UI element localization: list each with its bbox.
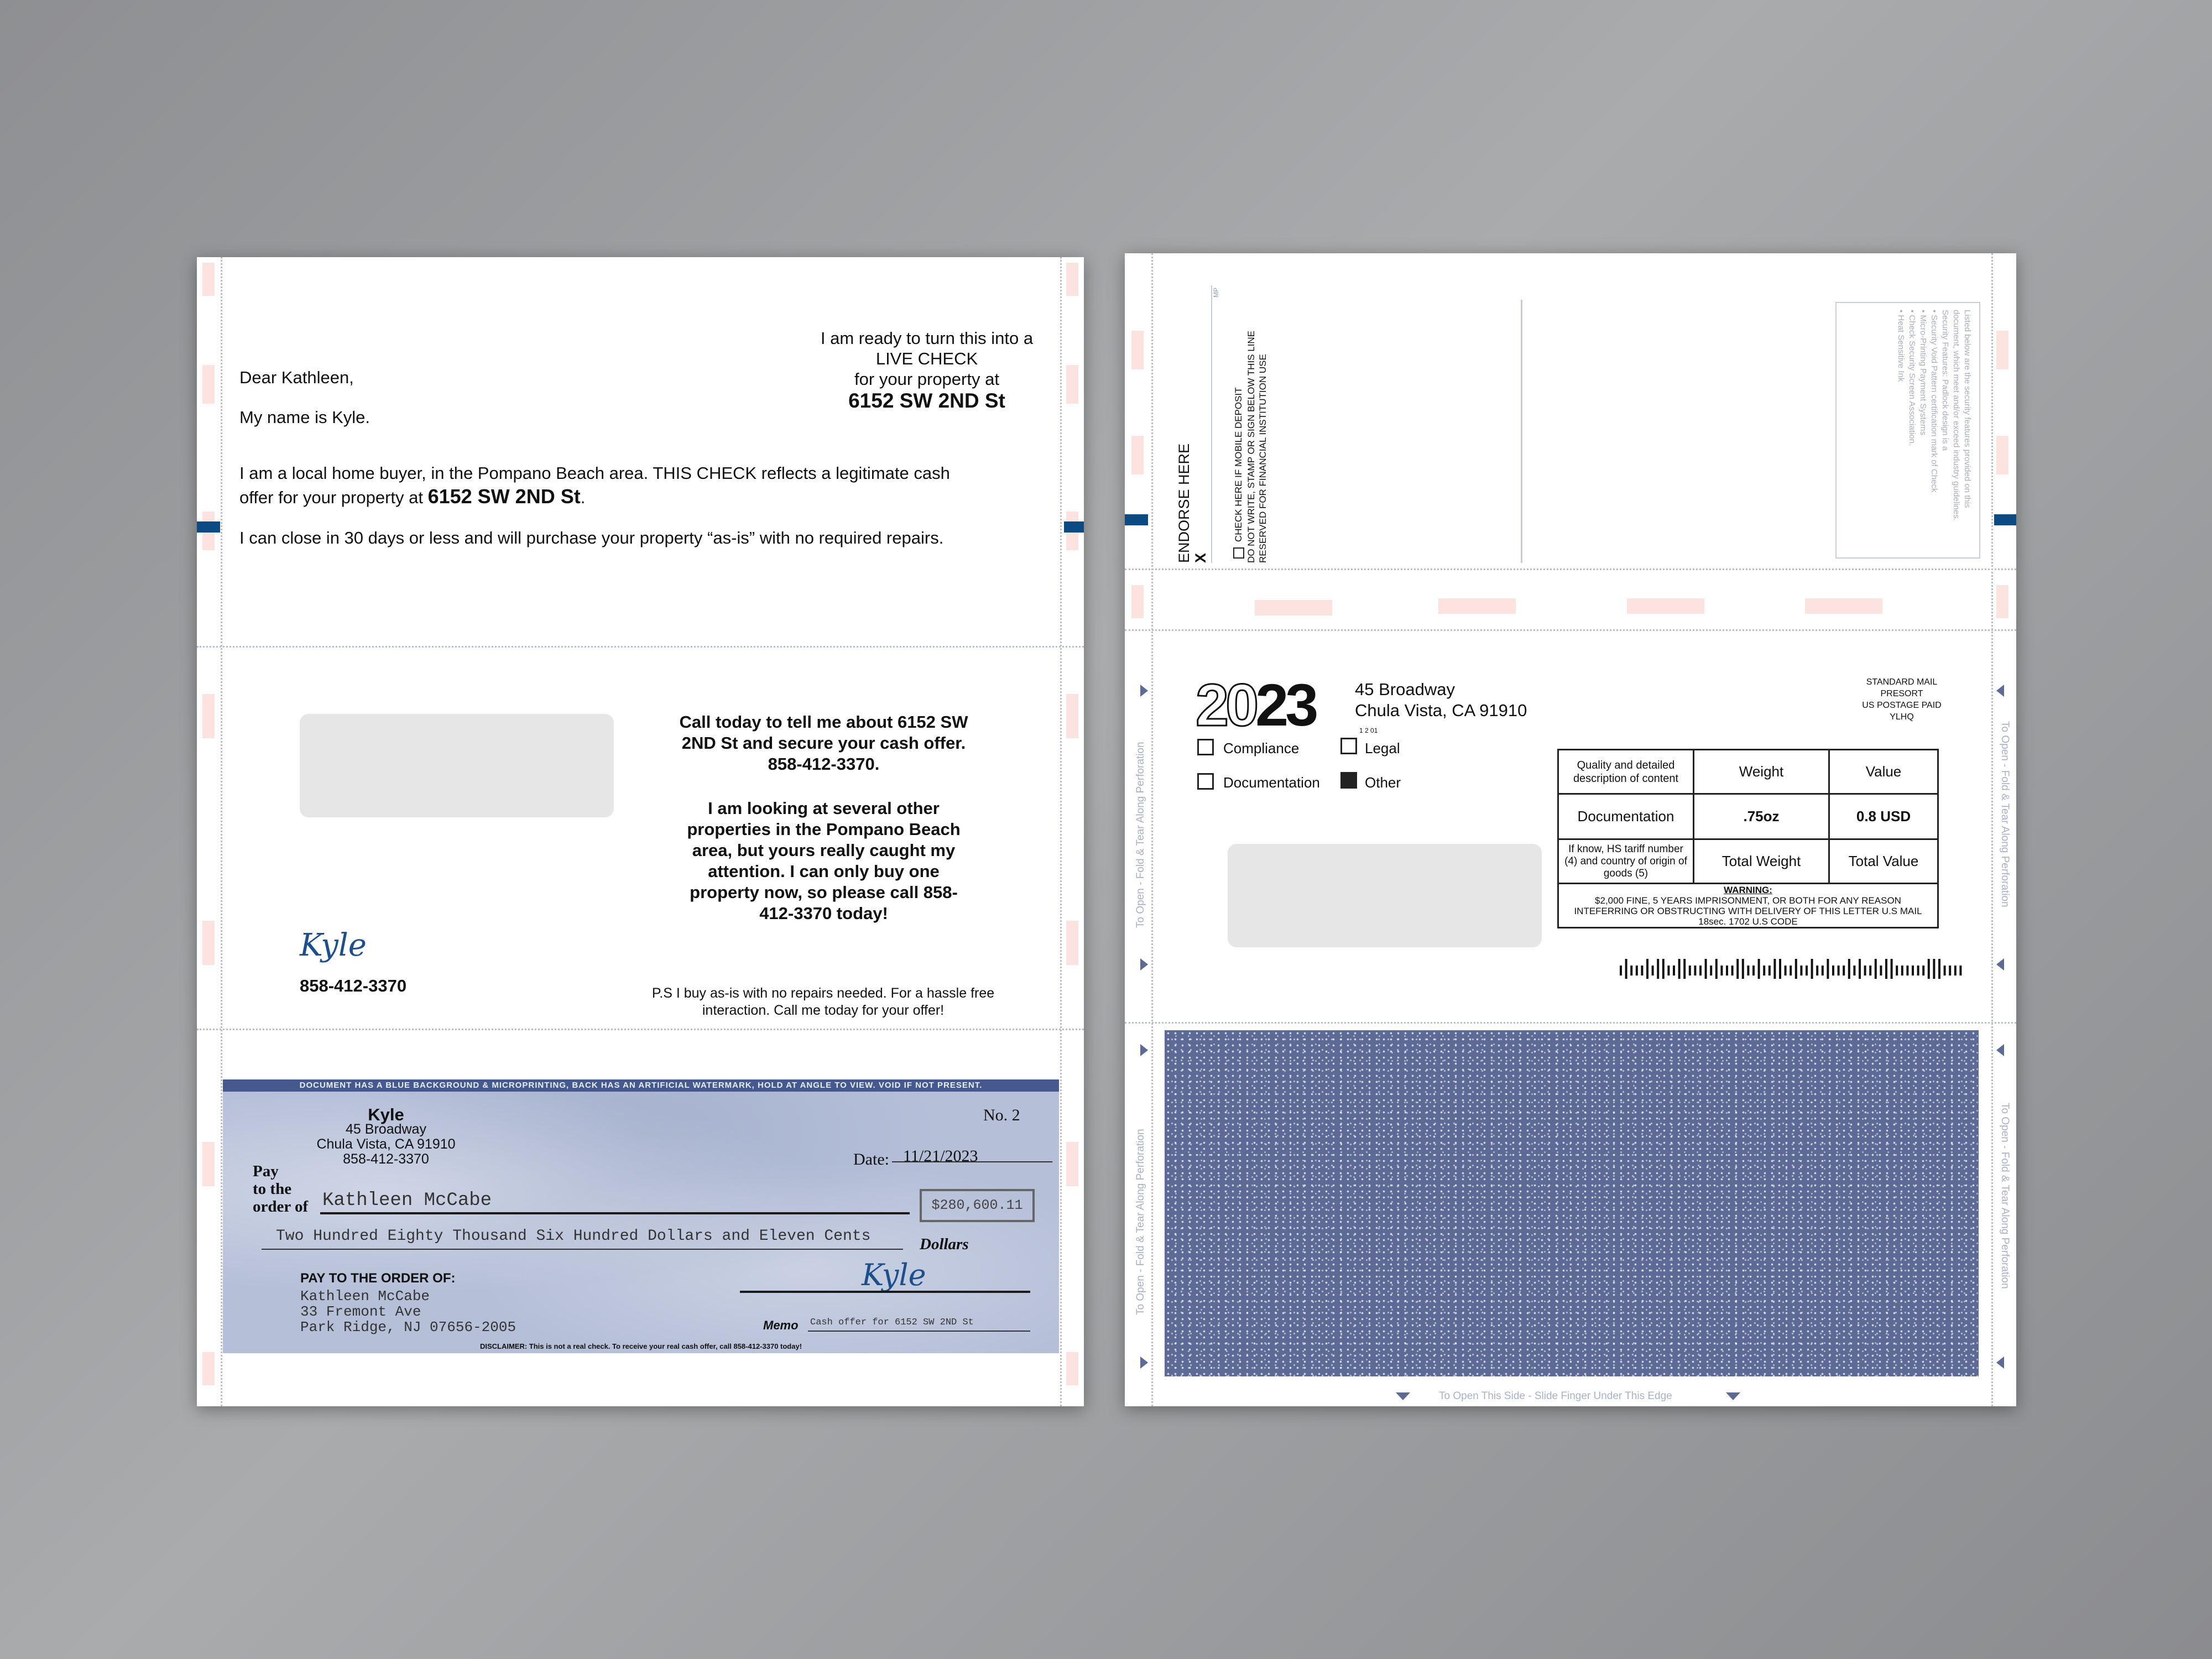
customs-cell: If know, HS tariff number (4) and country of origin of goods (5) [1558,839,1694,884]
tear-instruction: To Open - Fold & Tear Along Perforation [1135,742,1146,928]
customs-cell: Total Weight [1694,839,1829,884]
customs-cell: Quality and detailed description of content [1558,750,1694,794]
salutation: Dear Kathleen, [239,368,354,387]
endorse-x: X [1192,552,1209,563]
endorse-line [1211,285,1212,563]
other-label: Other [1365,774,1401,791]
barcode-bar [1720,966,1723,975]
registration-mark [1064,521,1084,533]
compliance-label: Compliance [1223,740,1300,757]
notice-line: for your property at [854,369,999,389]
mobile-deposit-checkbox[interactable] [1233,547,1244,559]
barcode-bar [1933,959,1935,979]
barcode-bar [1641,966,1643,975]
issuer-block [295,1107,477,1167]
barcode-bar [1901,966,1903,975]
barcode-bar [1954,966,1957,975]
tear-instruction: To Open - Fold & Tear Along Perforation [1999,721,2011,907]
notice-line: LIVE CHECK [875,349,978,368]
customs-declaration [1557,749,1939,928]
arrow-left-icon [1996,958,2004,971]
barcode-bar [1673,966,1675,975]
security-features-box [1835,302,1980,559]
signature: Kyle [300,927,367,963]
barcode-bar [1657,959,1659,979]
pay-label: Pay to the order of [253,1162,309,1215]
barcode-bar [1891,959,1893,979]
property-address: 6152 SW 2ND St [848,389,1005,412]
fold-line [1125,568,2016,570]
barcode-bar [1843,966,1845,975]
arrow-right-icon [1140,1044,1148,1056]
check-signature: Kyle [862,1258,926,1292]
barcode-bar [1678,959,1681,979]
barcode-bar [1795,959,1797,979]
barcode-bar [1917,966,1919,975]
barcode-bar [1853,966,1855,975]
return-address: 45 Broadway Chula Vista, CA 91910 [1355,680,1527,720]
letter-sheet [197,257,1084,1406]
registration-mark [1994,514,2016,525]
mobile-deposit-label: CHECK HERE IF MOBILE DEPOSIT [1233,387,1244,542]
fold-line [1125,1022,2016,1024]
issuer-name: Kyle [368,1105,404,1124]
check-disclaimer: DISCLAIMER: This is not a real check. To receive your real cash offer, call 858-412-3370 today! [479,1342,802,1350]
perforation-line [1991,253,1993,1406]
notice-line: I am ready to turn this into a [820,328,1034,348]
registration-mark [197,521,220,533]
barcode-bar [1705,959,1707,979]
dollars-label: Dollars [920,1235,969,1253]
barcode-bar [1949,966,1951,975]
customs-cell: Total Value [1829,839,1938,884]
barcode-bar [1710,966,1712,975]
barcode-bar [1662,959,1665,979]
property-address: 6152 SW 2ND St [427,485,581,508]
postage-indicia: STANDARD MAIL PRESORT US POSTAGE PAID YLHQ [1862,677,1942,722]
paragraph-line: I am a local home buyer, in the Pompano Beach area. THIS CHECK reflects a legitimate cash [239,463,950,483]
address-window [1228,844,1542,947]
barcode-bar [1875,959,1877,979]
security-pattern [1165,1030,1979,1376]
payee-address: Kathleen McCabe 33 Fremont Ave Park Ridge, NJ 07656-2005 [300,1288,517,1335]
paragraph-line: offer for your property at [239,488,428,507]
barcode-bar [1667,966,1670,975]
barcode-bar [1736,959,1739,979]
barcode-bar [1689,966,1691,975]
postscript: P.S I buy as-is with no repairs needed. For a hassle free interaction. Call me today for your offer! [651,985,995,1018]
arrow-down-icon [1396,1392,1410,1400]
perforation-line [221,257,222,1406]
pay-to-label: PAY TO THE ORDER OF: [300,1271,456,1286]
address-window [300,714,614,817]
barcode-bar [1859,959,1861,979]
legal-checkbox[interactable] [1340,738,1357,754]
letter-paragraph: I can close in 30 days or less and will purchase your property “as-is” with no required repairs. [239,528,944,547]
memo-text: Cash offer for 6152 SW 2ND St [810,1317,974,1328]
fold-line [197,1029,1084,1030]
customs-cell: Documentation [1558,794,1694,839]
tear-instruction: To Open - Fold & Tear Along Perforation [1999,1103,2011,1289]
customs-cell: 0.8 USD [1829,794,1938,839]
barcode-bar [1800,966,1802,975]
customs-cell: Value [1829,750,1938,794]
arrow-right-icon [1140,958,1148,971]
registration-mark [1125,514,1148,525]
issuer-phone: 858-412-3370 [343,1151,429,1167]
barcode-bar [1758,959,1760,979]
barcode-bar [1726,966,1728,975]
envelope-sheet: ENDORSE HERE X MP CHECK HERE IF MOBILE DEPOSIT DO NOT WRITE, STAMP OR SIGN BELOW THIS LINE RESERVED FOR FINANCIAL INSTITUTION USE Listed below are the security features provided on this document, which meet and/or exceed industry guidelines. Security Features: Padlock design is a • Security Void Pattern certification mark of Check • Micro-Printing Payment Systems • Check Security Screen Association. • Heat Sensitive Ink 2023 45 Broadway Chula Vista, CA 91910 1 2 01 Compliance Legal Documentation Other STANDARD MAIL PRESORT US POSTAGE PAID YLHQ Quality and detailed description of content Weight Value Documentation .75oz 0.8 USD If know, HS tariff number (4) and country of origin of goods (5) Total Weight Total Value WARNING: $2,000 FINE, 5 YEARS IMPRISONMENT, OR BOTH FOR ANY REASON INTEFERRING OR OBSTRUCTING WITH DELIVERY OF THIS LETTER U.S MAIL 18sec. 1702 U.S CODE To Open - Fold & Tear Along Perforation To Open - Fold & Tear Along Perforation To Open - Fold & Tear Along Perforation To Open - Fold & Tear Along Perforation To Open This Side - Slide Finger Under This Edge [1125,253,2016,1406]
barcode-bar [1938,959,1940,979]
customs-cell: Weight [1694,750,1829,794]
barcode-bar [1806,966,1808,975]
barcode-bar [1896,966,1898,975]
barcode-bar [1646,959,1648,979]
arrow-left-icon [1996,685,2004,697]
barcode-bar [1652,966,1654,975]
barcode-bar [1752,966,1755,975]
documentation-checkbox[interactable] [1197,773,1214,790]
documentation-label: Documentation [1223,774,1320,791]
legal-label: Legal [1365,740,1400,757]
barcode-bar [1816,966,1818,975]
barcode-bar [1959,966,1961,975]
barcode-bar [1742,959,1744,979]
barcode-bar [1811,959,1813,979]
perforation-line [1151,253,1153,1406]
barcode-bar [1928,959,1930,979]
arrow-right-icon [1140,1357,1148,1369]
barcode-bar [1912,966,1914,975]
barcode-bar [1773,959,1776,979]
barcode-bar [1864,966,1866,975]
letter-paragraph: I am a local home buyer, in the Pompano Beach area. THIS CHECK reflects a legitimate cash offer for your property at 6152 SW 2ND St. [239,462,1025,509]
customs-warning: WARNING: $2,000 FINE, 5 YEARS IMPRISONMENT, OR BOTH FOR ANY REASON INTEFERRING OR OBSTRUCTING WITH DELIVERY OF THIS LETTER U.S MAIL 18sec. 1702 U.S CODE [1558,884,1938,928]
barcode-bar [1838,966,1840,975]
issuer-city: Chula Vista, CA 91910 [316,1136,456,1152]
open-instruction[interactable]: To Open This Side - Slide Finger Under This Edge [1439,1390,1672,1402]
check-number: No. 2 [983,1106,1020,1124]
arrow-right-icon [1140,685,1148,697]
barcode-bar [1636,966,1638,975]
sample-check [223,1079,1059,1353]
barcode-bar [1731,966,1734,975]
barcode-bar [1790,966,1792,975]
arrow-down-icon [1726,1392,1740,1400]
date-label: Date: [853,1150,889,1168]
issuer-street: 45 Broadway [346,1121,426,1137]
barcode-bar [1922,966,1924,975]
barcode-bar [1630,966,1632,975]
barcode-bar [1822,966,1824,975]
barcode-bar [1683,959,1686,979]
barcode-bar [1880,966,1882,975]
arrow-left-icon [1996,1357,2004,1369]
amount-in-words: Two Hundred Eighty Thousand Six Hundred Dollars and Eleven Cents [276,1228,871,1245]
barcode-bar [1768,966,1771,975]
barcode-bar [1869,966,1871,975]
barcode-bar [1620,966,1622,975]
barcode-bar [1785,966,1787,975]
barcode-bar [1694,966,1696,975]
interest-paragraph: I am looking at several other properties in the Pompano Beach area, but yours really caught my attention. I can only buy one property now, so please call 858-412-3370 today! [687,799,961,923]
barcode-bar [1747,966,1749,975]
arrow-left-icon [1996,1044,2004,1056]
customs-cell: .75oz [1694,794,1829,839]
fold-line [1125,629,2016,631]
barcode-bar [1715,959,1718,979]
security-features-text: Listed below are the security features provided on this document, which meet and/or exceed industry guidelines. Security Features: Padlock design is a • Security Void Pattern certification mark of Check • Micro-Printing Payment Systems • Check Security Screen Association. • Heat Sensitive Ink [1896,310,1972,521]
year-logo: 2023 [1196,671,1316,738]
divider-line [1521,300,1522,563]
barcode-bar [1944,966,1946,975]
other-checkbox[interactable] [1340,772,1357,789]
phone-number: 858-412-3370 [300,976,407,995]
tear-instruction: To Open - Fold & Tear Along Perforation [1135,1129,1146,1315]
security-banner: DOCUMENT HAS A BLUE BACKGROUND & MICROPRINTING, BACK HAS AN ARTIFICIAL WATERMARK, HOLD AT ANGLE TO VIEW. VOID IF NOT PRESENT. [223,1079,1059,1092]
live-check-notice [805,328,1048,413]
endorse-label: ENDORSE HERE [1176,443,1192,563]
postal-barcode [1620,957,1974,981]
fold-line [197,646,1084,648]
perforation-line [1060,257,1062,1406]
barcode-bar [1625,959,1627,979]
barcode-bar [1779,959,1781,979]
call-to-action: Call today to tell me about 6152 SW 2ND St and secure your cash offer. 858-412-3370. [679,712,968,774]
barcode-bar [1832,966,1834,975]
barcode-bar [1827,959,1829,979]
payee-name: Kathleen McCabe [322,1190,492,1211]
barcode-bar [1906,966,1908,975]
amount-box: $280,600.11 [920,1189,1035,1222]
memo-label: Memo [763,1318,799,1332]
barcode-bar [1885,959,1887,979]
barcode-bar [1848,959,1850,979]
reserved-notice: DO NOT WRITE, STAMP OR SIGN BELOW THIS LINE RESERVED FOR FINANCIAL INSTITUTION USE [1246,330,1268,563]
barcode-bar [1699,966,1702,975]
barcode-bar [1763,966,1765,975]
intro-line: My name is Kyle. [239,408,371,427]
compliance-checkbox[interactable] [1197,739,1214,755]
check-date: 11/21/2023 [903,1147,978,1165]
